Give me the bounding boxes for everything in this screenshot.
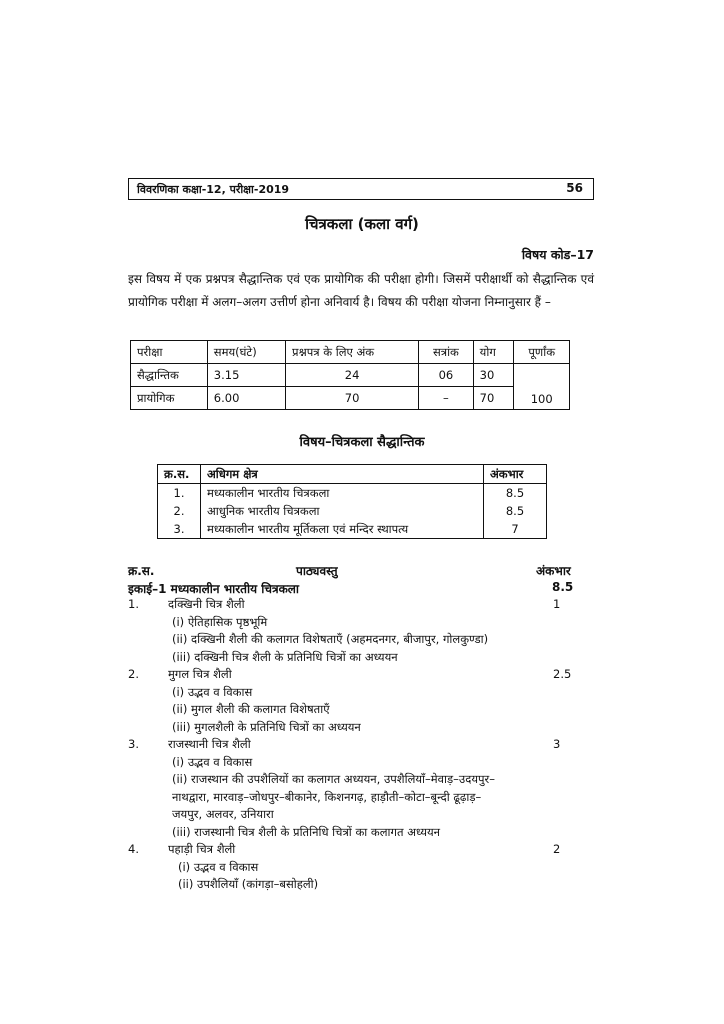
line-text: (iii) मुगलशैली के प्रतिनिधि चित्रों का अध्ययन [172, 719, 361, 734]
table-cell: 8.5 [484, 502, 547, 520]
line-marks: 2 [553, 842, 561, 856]
line-text: (iii) दक्खिनी चित्र शैली के प्रतिनिधि चित्रों का अध्ययन [172, 649, 398, 664]
line-text: मुगल चित्र शैली [168, 667, 232, 681]
table-cell: प्रायोगिक [131, 387, 208, 410]
line-marks: 3 [553, 737, 561, 751]
table-cell: 3.15 [207, 364, 285, 387]
table-header-cell: प्रश्नपत्र के लिए अंक [286, 341, 419, 364]
table-cell: मध्यकालीन भारतीय मूर्तिकला एवं मन्दिर स्थापत्य [201, 520, 484, 539]
line-marks: 2.5 [553, 667, 572, 681]
table-cell: 30 [473, 364, 514, 387]
line-number: 3. [128, 737, 139, 751]
table-cell: सैद्धान्तिक [131, 364, 208, 387]
content-column-header: पाठ्यवस्तु [296, 564, 338, 578]
exam-scheme-table [130, 340, 570, 410]
header-title: विवरणिका कक्षा-12, परीक्षा-2019 [137, 183, 290, 196]
table-cell: 6.00 [207, 387, 285, 410]
line-text: (i) ऐतिहासिक पृष्ठभूमि [172, 614, 268, 629]
table-header-cell: सत्रांक [419, 341, 474, 364]
table-cell: 8.5 [484, 484, 547, 503]
line-number: 4. [128, 842, 139, 856]
total-marks-cell: 100 [514, 364, 570, 410]
table-cell: – [419, 387, 474, 410]
table-cell: 2. [158, 502, 201, 520]
table-cell: 1. [158, 484, 201, 503]
syllabus-line [128, 684, 594, 702]
table-header-row [158, 465, 547, 484]
subject-code: विषय कोड–17 [521, 247, 594, 262]
syllabus-line [128, 719, 594, 737]
table-header-cell: अधिगम क्षेत्र [201, 465, 484, 484]
line-text: (i) उद्भव व विकास [178, 859, 259, 874]
line-text: पहाड़ी चित्र शैली [168, 842, 236, 856]
table-header-cell: परीक्षा [131, 341, 208, 364]
line-text: (ii) मुगल शैली की कलागत विशेषताएँ [172, 702, 330, 716]
syllabus-line [128, 666, 594, 684]
syllabus-line [128, 754, 594, 772]
page-number: 56 [566, 181, 583, 195]
page-header [128, 178, 594, 200]
syllabus-line [128, 614, 594, 632]
line-text: दक्खिनी चित्र शैली [168, 597, 245, 611]
table-row [158, 502, 547, 520]
syllabus-line [128, 806, 594, 824]
document-title: चित्रकला (कला वर्ग) [305, 215, 419, 233]
theory-section-title: विषय–चित्रकला सैद्धान्तिक [299, 435, 425, 450]
table-cell: 70 [473, 387, 514, 410]
line-text: राजस्थानी चित्र शैली [168, 737, 251, 751]
table-header-cell: अंकभार [484, 465, 547, 484]
intro-paragraph: इस विषय में एक प्रश्नपत्र सैद्धान्तिक एवं एक प्रायोगिक की परीक्षा होगी। जिसमें परीक्षार्थी को सैद्धान्तिक एवं प्रायोगिक परीक्षा में अलग–अलग उत्तीर्ण होना अनिवार्य है। विषय की परीक्षा योजना निम्नानुसार हैं – [128, 272, 594, 309]
marks-column-header: अंकभार [536, 564, 571, 578]
syllabus-line [128, 824, 594, 842]
table-header-cell: समय(घंटे) [207, 341, 285, 364]
line-text: (i) उद्भव व विकास [172, 754, 253, 769]
learning-area-table [157, 464, 547, 539]
table-cell: आधुनिक भारतीय चित्रकला [201, 502, 484, 520]
line-text: (ii) दक्खिनी शैली की कलागत विशेषताएँ (अहमदनगर, बीजापुर, गोलकुण्डा) [172, 632, 489, 646]
table-cell: 24 [286, 364, 419, 387]
line-text: जयपुर, अलवर, उनियारा [172, 807, 274, 821]
sno-column-header: क्र.स. [128, 564, 155, 578]
syllabus-line [128, 789, 594, 807]
unit-heading [128, 580, 594, 597]
syllabus-line [128, 596, 594, 614]
table-row [158, 520, 547, 539]
table-row [158, 484, 547, 503]
table-cell: 7 [484, 520, 547, 539]
line-text: (ii) उपशैलियाँ (कांगड़ा–बसोहली) [178, 877, 319, 891]
line-text: नाथद्वारा, मारवाड़–जोधपुर–बीकानेर, किशनगढ़, हाड़ौती–कोटा–बून्दी ढूढ़ाड़– [172, 789, 482, 804]
syllabus-line [128, 701, 594, 719]
line-number: 2. [128, 667, 139, 681]
syllabus-list [128, 596, 594, 894]
table-row [131, 364, 570, 387]
line-marks: 1 [553, 597, 561, 611]
table-header-cell: पूर्णांक [514, 341, 570, 364]
unit-marks: 8.5 [552, 580, 574, 594]
table-row [131, 387, 570, 410]
table-cell: 70 [286, 387, 419, 410]
unit-title: इकाई–1 मध्यकालीन भारतीय चित्रकला [128, 582, 300, 596]
line-text: (ii) राजस्थान की उपशैलियों का कलागत अध्ययन, उपशैलियाँ–मेवाड़–उदयपुर– [172, 772, 495, 786]
syllabus-line [128, 736, 594, 754]
line-text: (iii) राजस्थानी चित्र शैली के प्रतिनिधि चित्रों का कलागत अध्ययन [172, 824, 441, 839]
table-header-cell: योग [473, 341, 514, 364]
line-text: (i) उद्भव व विकास [172, 684, 253, 699]
table-cell: 3. [158, 520, 201, 539]
syllabus-line [128, 649, 594, 667]
table-header-cell: क्र.स. [158, 465, 201, 484]
syllabus-line [128, 841, 594, 859]
table-cell: 06 [419, 364, 474, 387]
table-cell: मध्यकालीन भारतीय चित्रकला [201, 484, 484, 503]
syllabus-line [128, 876, 594, 894]
syllabus-line [128, 859, 594, 877]
syllabus-line [128, 631, 594, 649]
syllabus-line [128, 771, 594, 789]
table-header-row [131, 341, 570, 364]
line-number: 1. [128, 597, 139, 611]
